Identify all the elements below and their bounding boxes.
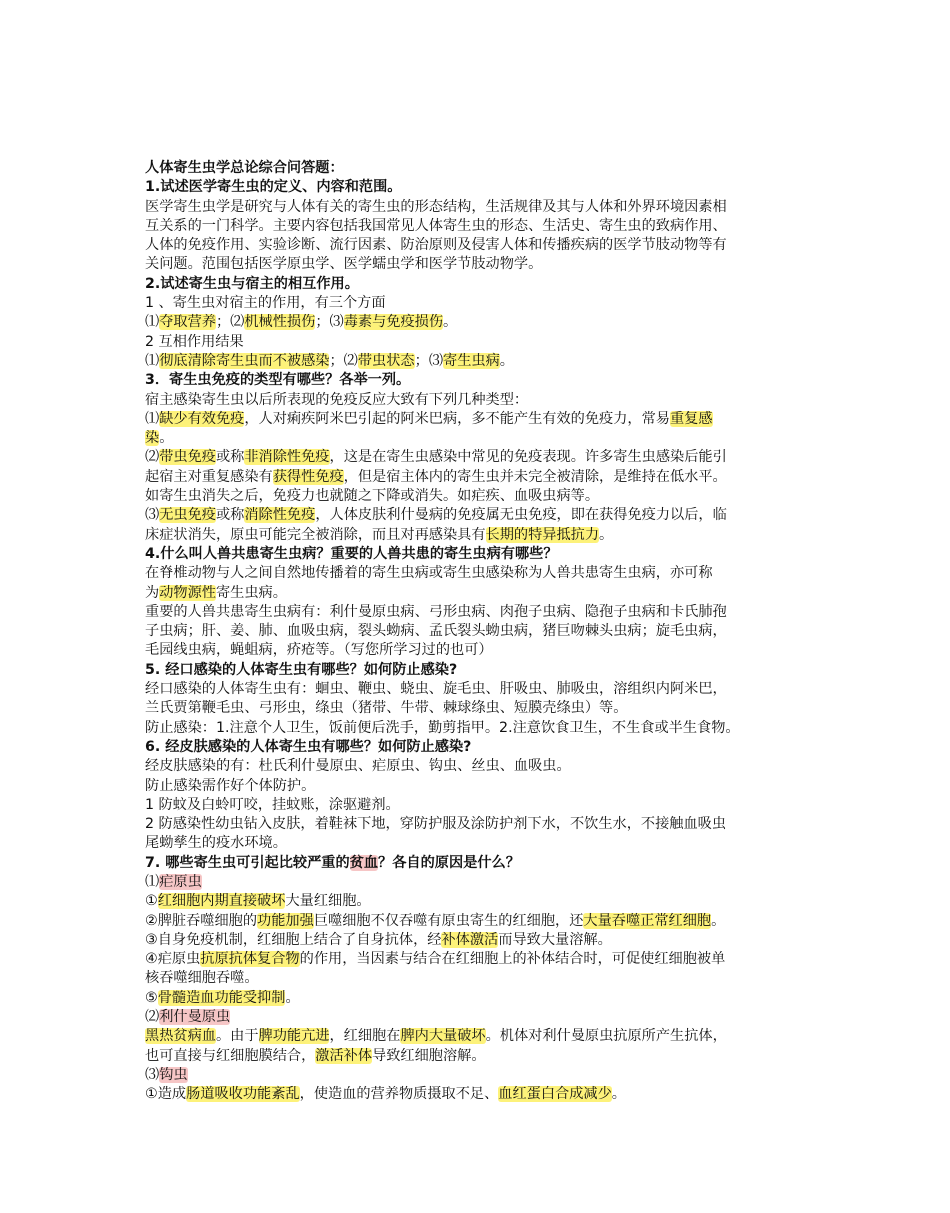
text-segment: 1.试述医学寄生虫的定义、内容和范围。 [145, 179, 402, 196]
text-segment: ⑵ [145, 449, 160, 466]
document-body [145, 159, 813, 1105]
text-segment: 互关系的一门科学。主要内容包括我国常见人体寄生虫的形态、生活史、寄生虫的致病作用、 [145, 217, 727, 234]
highlighted-text: 带虫状态 [357, 352, 415, 369]
text-segment: ；⑶ [414, 352, 444, 369]
highlighted-text: 重复感 [669, 410, 713, 427]
text-segment: 6. 经皮肤感染的人体寄生虫有哪些？如何防止感染? [145, 738, 472, 755]
text-segment: 重要的人兽共患寄生虫病有：利什曼原虫病、弓形虫病、肉孢子虫病、隐孢子虫病和卡氏肺孢 [145, 603, 727, 620]
text-segment: ，人对痢疾阿米巴引起的阿米巴病，多不能产生有效的免疫力，常易 [244, 410, 670, 427]
text-segment: 子虫病；肝、姜、肺、血吸虫病，裂头蚴病、孟氏裂头蚴虫病，猪巨吻棘头虫病；旋毛虫病， [145, 623, 727, 640]
question-heading-line [145, 854, 813, 873]
text-line [145, 989, 813, 1008]
text-segment: ；⑵ [329, 352, 358, 369]
text-segment: 兰氏贾第鞭毛虫、弓形虫，绦虫（猪带、牛带、棘球绦虫、短膜壳绦虫）等。 [145, 700, 628, 717]
text-segment: ⑵ [145, 1009, 160, 1026]
text-segment: 1 防蚊及白蛉叮咬，挂蚊账，涂驱避剂。 [145, 796, 400, 813]
text-segment: 尾蚴孳生的疫水环境。 [145, 835, 287, 852]
text-line [145, 873, 813, 892]
text-segment: 人体的免疫作用、实验诊断、流行因素、防治原则及侵害人体和传播疾病的医学节肢动物等有 [145, 237, 727, 254]
highlighted-text: 带虫免疫 [159, 449, 216, 466]
highlighted-text: 利什曼原虫 [159, 1009, 231, 1026]
question-heading-line [145, 545, 813, 564]
text-line [145, 777, 813, 796]
highlighted-text: 疟原虫 [159, 873, 202, 890]
text-line [145, 1066, 813, 1085]
text-segment: ③自身免疫机制，红细胞上结合了自身抗体，经 [145, 931, 442, 948]
question-heading-line [145, 159, 813, 178]
highlighted-text: 染 [145, 430, 160, 447]
text-line [145, 912, 813, 931]
highlighted-text: 缺少有效免疫 [159, 410, 245, 427]
text-segment: 防止感染：1.注意个人卫生，饭前便后洗手，勤剪指甲。2.注意饮食卫生，不生食或半生食物。 [145, 719, 740, 736]
text-line [145, 622, 813, 641]
text-line [145, 1008, 813, 1027]
highlighted-text: 彻底清除寄生虫而不被感染 [159, 352, 330, 369]
text-segment: 5. 经口感染的人体寄生虫有哪些？如何防止感染? [145, 661, 458, 678]
text-line [145, 294, 813, 313]
text-segment: 。机体对利什曼原虫抗原所产生抗体， [485, 1028, 727, 1045]
question-heading-line [145, 178, 813, 197]
text-segment: ⑴ [145, 410, 160, 427]
highlighted-text: 血红蛋白合成减少 [498, 1086, 612, 1103]
text-segment: ⑤ [145, 989, 158, 1006]
text-line [145, 950, 813, 969]
highlighted-text: 钩虫 [159, 1066, 188, 1083]
text-line [145, 1047, 813, 1066]
text-segment: 2 互相作用结果 [145, 333, 244, 350]
text-line [145, 255, 813, 274]
text-segment: 核吞噬细胞吞噬。 [145, 970, 259, 987]
text-line [145, 429, 813, 448]
text-line [145, 1085, 813, 1104]
text-segment: 在脊椎动物与人之间自然地传播着的寄生虫病或寄生虫感染称为人兽共患寄生虫病，亦可称 [145, 565, 713, 582]
text-line [145, 1027, 813, 1046]
text-segment: 大量红细胞。 [285, 893, 371, 910]
text-segment: ，但是宿主体内的寄生虫并未完全被清除，是维持在低水平。 [343, 468, 727, 485]
question-heading-line [145, 661, 813, 680]
text-segment: ⑴ [145, 314, 160, 331]
text-segment: 人体寄生虫学总论综合问答题： [145, 160, 344, 176]
text-segment: 4.什么叫人兽共患寄生虫病？重要的人兽共患的寄生虫病有哪些？ [145, 545, 558, 562]
text-segment: ；⑵ [215, 314, 245, 331]
text-segment: ⑴ [145, 352, 160, 369]
highlighted-text: 机械性损伤 [244, 314, 316, 331]
text-segment: 防止感染需作好个体防护。 [145, 777, 316, 794]
text-segment: ①造成 [145, 1086, 187, 1103]
question-heading-line [145, 738, 813, 757]
text-segment: ⑶ [145, 1066, 160, 1083]
highlighted-text: 红细胞内期直接破坏 [157, 893, 286, 910]
text-line [145, 680, 813, 699]
text-segment: 。 [611, 1086, 626, 1103]
text-segment: 或称 [215, 507, 245, 524]
text-segment: 经皮肤感染的有：杜氏利什曼原虫、疟原虫、钩虫、丝虫、血吸虫。 [145, 758, 571, 775]
text-segment: ，红细胞在 [329, 1028, 401, 1045]
text-segment: 。 [285, 989, 300, 1006]
text-segment: ，这是在寄生虫感染中常见的免疫表现。许多寄生虫感染后能引 [329, 449, 727, 466]
text-segment: 。 [499, 352, 514, 369]
text-segment: 或称 [215, 449, 245, 466]
text-line [145, 719, 813, 738]
text-segment: ④疟原虫 [145, 951, 201, 968]
text-line [145, 352, 813, 371]
highlighted-text: 长期的特异抵抗力 [485, 526, 600, 543]
text-line [145, 564, 813, 583]
text-line [145, 236, 813, 255]
text-segment: ，使造血的营养物质摄取不足、 [299, 1086, 499, 1103]
text-segment: 如寄生虫消失之后，免疫力也就随之下降或消失。如疟疾、血吸虫病等。 [145, 488, 600, 505]
text-segment: 7. 哪些寄生虫可引起比较严重的 [145, 854, 350, 871]
highlighted-text: 无虫免疫 [159, 507, 216, 524]
text-line [145, 468, 813, 487]
highlighted-text: 激活补体 [315, 1047, 373, 1064]
question-heading-line [145, 371, 813, 390]
text-segment: 2.试述寄生虫与宿主的相互作用。 [145, 275, 359, 292]
text-line [145, 757, 813, 776]
highlighted-text: 动物源性 [159, 584, 216, 601]
highlighted-text: 非消除性免疫 [244, 449, 330, 466]
text-line [145, 603, 813, 622]
highlighted-text: 补体激活 [441, 931, 499, 948]
text-segment: ⑶ [145, 507, 160, 524]
text-segment: 也可直接与红细胞膜结合， [145, 1047, 316, 1064]
text-segment: 2 防感染性幼虫钻入皮肤，着鞋袜下地，穿防护服及涂防护剂下水，不饮生水，不接触血吸虫 [145, 816, 727, 833]
highlighted-text: 功能加强 [257, 912, 314, 929]
text-segment: 导致红细胞溶解。 [372, 1047, 486, 1064]
text-segment: 。 [159, 430, 174, 447]
text-segment: 寄生虫病。 [215, 584, 287, 601]
question-heading-line [145, 275, 813, 294]
text-segment: ⑴ [145, 873, 160, 890]
text-segment: ？各自的原因是什么？ [378, 854, 520, 871]
text-segment: ① [145, 893, 158, 910]
text-line [145, 333, 813, 352]
text-segment: 经口感染的人体寄生虫有：蛔虫、鞭虫、蛲虫、旋毛虫、肝吸虫、肺吸虫，溶组织内阿米巴， [145, 681, 727, 698]
text-segment: 1 、寄生虫对宿主的作用，有三个方面 [145, 295, 386, 312]
text-line [145, 641, 813, 660]
text-segment: 巨噬细胞不仅吞噬有原虫寄生的红细胞，还 [313, 912, 584, 929]
text-segment: 。 [711, 912, 726, 929]
text-line [145, 448, 813, 467]
text-line [145, 313, 813, 332]
text-line [145, 217, 813, 236]
highlighted-text: 大量吞噬正常红细胞 [583, 912, 712, 929]
highlighted-text: 毒素与免疫损伤 [343, 314, 444, 331]
text-line [145, 931, 813, 950]
text-line [145, 487, 813, 506]
highlighted-text: 黑热贫病血 [145, 1028, 216, 1045]
text-segment: ，人体皮肤利什曼病的免疫属无虫免疫，即在获得免疫力以后，临 [315, 507, 727, 524]
text-line [145, 892, 813, 911]
highlighted-text: 抗原抗体复合物 [200, 951, 300, 968]
text-line [145, 796, 813, 815]
text-segment: 而导致大量溶解。 [498, 931, 612, 948]
text-line [145, 699, 813, 718]
text-segment: 床症状消失，原虫可能完全被消除，而且对再感染具有 [145, 526, 486, 543]
text-line [145, 391, 813, 410]
text-line [145, 584, 813, 603]
text-segment: 毛园线虫病，蝇蛆病，疥疮等。（写您所学习过的也可） [145, 642, 493, 659]
text-line [145, 410, 813, 429]
text-segment: 起宿主对重复感染有 [145, 468, 273, 485]
text-segment: 。 [443, 314, 458, 331]
text-line [145, 815, 813, 834]
text-segment: ②脾脏吞噬细胞的 [145, 912, 258, 929]
text-segment: 。 [599, 526, 614, 543]
highlighted-text: 贫血 [349, 854, 379, 871]
highlighted-text: 寄生虫病 [443, 352, 500, 369]
text-segment: 关问题。范围包括医学原虫学、医学蠕虫学和医学节肢动物学。 [145, 256, 543, 273]
text-segment: 的作用，当因素与结合在红细胞上的补体结合时，可促使红细胞被单 [299, 951, 726, 968]
text-line [145, 969, 813, 988]
text-segment: ；⑶ [315, 314, 344, 331]
text-line [145, 506, 813, 525]
highlighted-text: 脾功能亢进 [258, 1028, 330, 1045]
highlighted-text: 消除性免疫 [244, 507, 316, 524]
text-line [145, 834, 813, 853]
text-segment: 宿主感染寄生虫以后所表现的免疫反应大致有下列几种类型： [145, 391, 529, 408]
text-line [145, 526, 813, 545]
highlighted-text: 夺取营养 [159, 314, 216, 331]
text-line [145, 198, 813, 217]
highlighted-text: 脾内大量破坏 [400, 1028, 486, 1045]
text-segment: 医学寄生虫学是研究与人体有关的寄生虫的形态结构，生活规律及其与人体和外界环境因素相 [145, 198, 727, 215]
highlighted-text: 肠道吸收功能紊乱 [186, 1086, 300, 1103]
text-segment: 。由于 [215, 1028, 259, 1045]
highlighted-text: 获得性免疫 [272, 468, 344, 485]
text-segment: 3．寄生虫免疫的类型有哪些？各举一列。 [145, 372, 411, 389]
text-segment: 为 [145, 584, 160, 601]
highlighted-text: 骨髓造血功能受抑制 [157, 989, 286, 1006]
